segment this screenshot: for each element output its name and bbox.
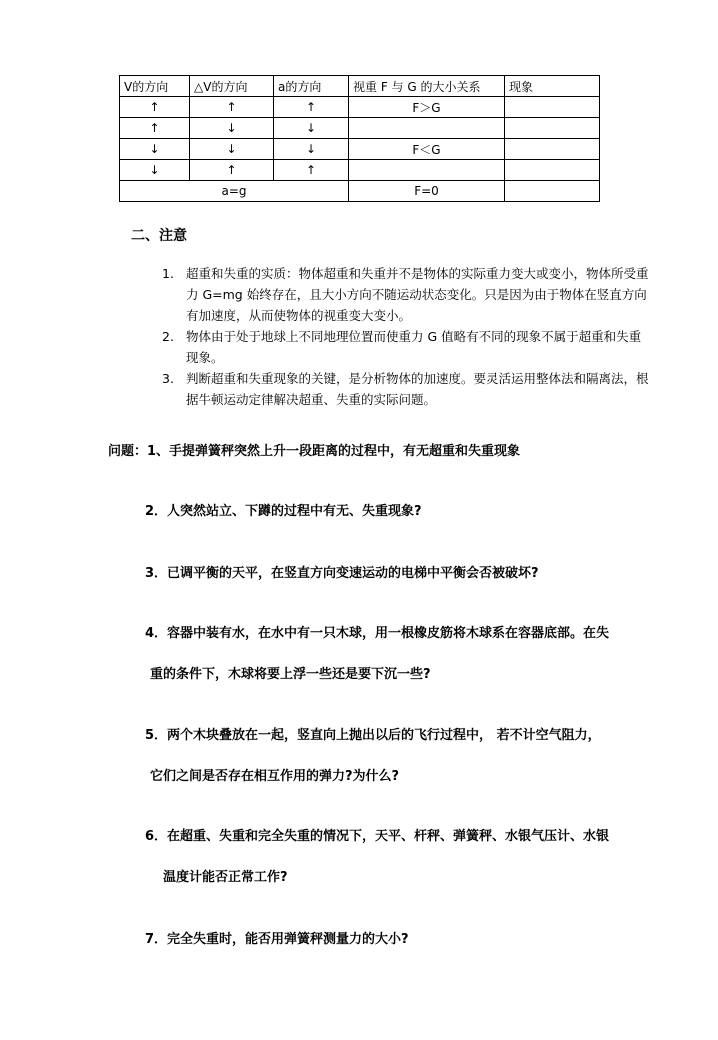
cell-relation: F＞G bbox=[349, 97, 505, 118]
table-row bbox=[120, 118, 600, 139]
list-item bbox=[162, 368, 650, 410]
section-heading: 二、注意 bbox=[131, 228, 187, 244]
header-v-direction: V的方向 bbox=[120, 76, 190, 97]
cell-phenomenon bbox=[505, 181, 600, 202]
cell-v-direction: ↓ bbox=[120, 160, 190, 181]
question-6-line-1: 6．在超重、失重和完全失重的情况下，天平、杆秤、弹簧秤、水银气压计、水银 bbox=[145, 829, 610, 844]
cell-v-direction: ↑ bbox=[120, 97, 190, 118]
table-row-free-fall bbox=[120, 181, 600, 202]
table-row bbox=[120, 97, 600, 118]
cell-v-direction: ↓ bbox=[120, 139, 190, 160]
question-6-line-2: 温度计能否正常工作? bbox=[163, 870, 288, 885]
table-row bbox=[120, 139, 600, 160]
table-header-row bbox=[120, 76, 600, 97]
motion-table bbox=[119, 75, 600, 202]
list-item-number: 3. bbox=[162, 371, 174, 386]
header-dv-direction: △V的方向 bbox=[190, 76, 274, 97]
header-phenomenon: 现象 bbox=[505, 76, 600, 97]
cell-a-direction: ↑ bbox=[274, 97, 349, 118]
question-5-line-2: 它们之间是否存在相互作用的弹力?为什么? bbox=[150, 769, 400, 784]
list-item-text: 超重和失重的实质：物体超重和失重并不是物体的实际重力变大或变小，物体所受重力 G=mg 始终存在，且大小方向不随运动状态变化。只是因为由于物体在竖直方向有加速度，从而使物体的视重变大变小。 bbox=[186, 266, 649, 323]
cell-v-direction: ↑ bbox=[120, 118, 190, 139]
table-row bbox=[120, 160, 600, 181]
cell-phenomenon bbox=[505, 118, 600, 139]
cell-phenomenon bbox=[505, 160, 600, 181]
cell-a-direction: ↑ bbox=[274, 160, 349, 181]
cell-phenomenon bbox=[505, 139, 600, 160]
question-2: 2．人突然站立、下蹲的过程中有无、失重现象? bbox=[145, 504, 422, 519]
list-item-number: 2. bbox=[162, 329, 174, 344]
question-5-line-1: 5．两个木块叠放在一起，竖直向上抛出以后的飞行过程中， 若不计空气阻力， bbox=[145, 728, 601, 743]
cell-relation: F=0 bbox=[349, 181, 505, 202]
list-item bbox=[162, 326, 650, 368]
notes-list bbox=[162, 263, 650, 410]
cell-relation bbox=[349, 160, 505, 181]
cell-dv-direction: ↑ bbox=[190, 97, 274, 118]
cell-dv-direction: ↑ bbox=[190, 160, 274, 181]
cell-dv-direction: ↓ bbox=[190, 139, 274, 160]
cell-relation bbox=[349, 118, 505, 139]
cell-relation: F＜G bbox=[349, 139, 505, 160]
cell-a-direction: ↓ bbox=[274, 118, 349, 139]
question-4-line-2: 重的条件下，木球将要上浮一些还是要下沉一些? bbox=[150, 667, 431, 682]
list-item-text: 判断超重和失重现象的关键，是分析物体的加速度。要灵活运用整体法和隔离法，根据牛顿运动定律解决超重、失重的实际问题。 bbox=[186, 371, 649, 407]
cell-a-direction: ↓ bbox=[274, 139, 349, 160]
cell-phenomenon bbox=[505, 97, 600, 118]
question-1: 问题：1、手提弹簧秤突然上升一段距离的过程中，有无超重和失重现象 bbox=[108, 444, 521, 459]
cell-a-equals-g: a=g bbox=[120, 181, 349, 202]
header-a-direction: a的方向 bbox=[274, 76, 349, 97]
list-item-text: 物体由于处于地球上不同地理位置而使重力 G 值略有不同的现象不属于超重和失重现象。 bbox=[186, 329, 642, 365]
cell-dv-direction: ↓ bbox=[190, 118, 274, 139]
header-relation: 视重 F 与 G 的大小关系 bbox=[349, 76, 505, 97]
question-4-line-1: 4．容器中装有水，在水中有一只木球，用一根橡皮筋将木球系在容器底部。在失 bbox=[145, 626, 610, 641]
list-item-number: 1. bbox=[162, 266, 174, 281]
question-7: 7．完全失重时，能否用弹簧秤测量力的大小? bbox=[145, 932, 409, 947]
question-3: 3．已调平衡的天平，在竖直方向变速运动的电梯中平衡会否被破坏? bbox=[145, 566, 539, 581]
list-item bbox=[162, 263, 650, 326]
